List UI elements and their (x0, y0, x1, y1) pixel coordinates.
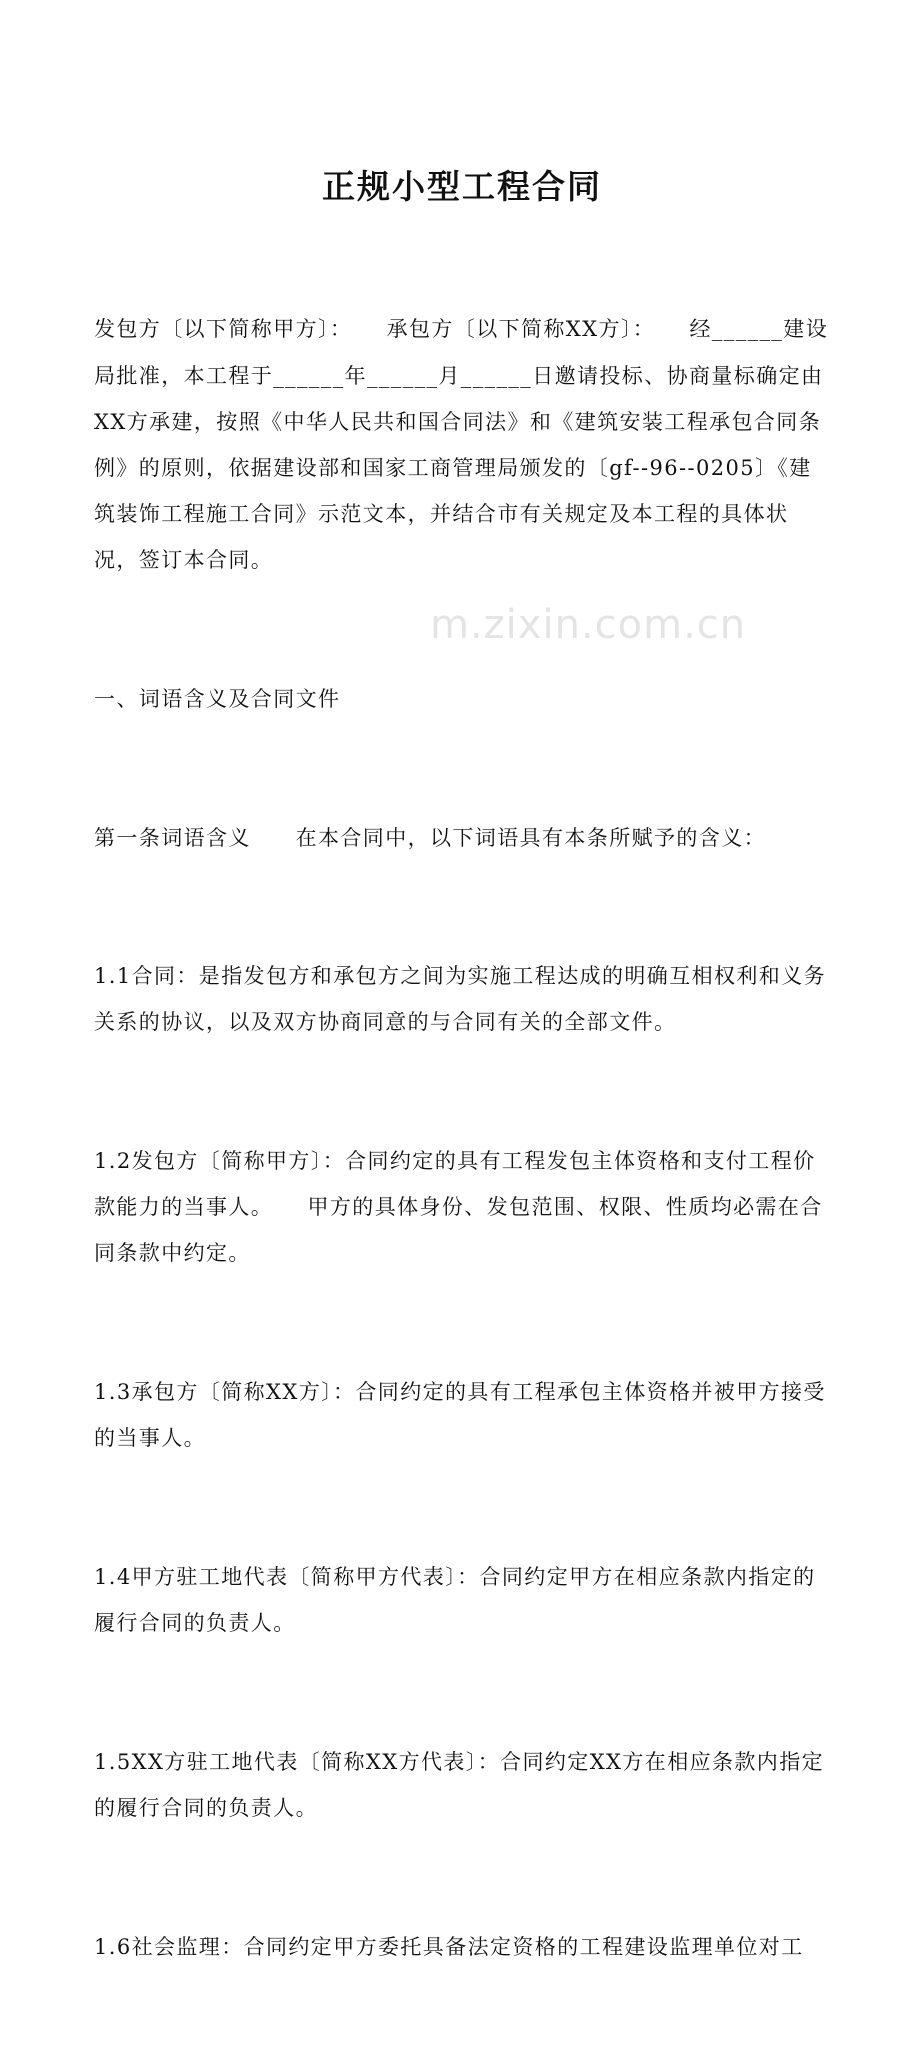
clause-1-1: 1.1合同：是指发包方和承包方之间为实施工程达成的明确互相权利和义务关系的协议，以及双方协商同意的与合同有关的全部文件。 (94, 964, 826, 1035)
document-body (94, 214, 830, 2062)
clause-1-2: 1.2发包方〔简称甲方〕：合同约定的具有工程发包主体资格和支付工程价款能力的当事人。 甲方的具体身份、发包范围、权限、性质均必需在合同条款中约定。 (94, 1149, 823, 1266)
document-title: 正规小型工程合同 (322, 167, 602, 206)
paragraph-preamble: 发包方〔以下简称甲方〕： 承包方〔以下简称XX方〕： 经______建设局批准，本工程于______年______月______日邀请投标、协商量标确定由XX方承建，按照《中华人民共和国合同法》和《建筑安装工程承包合同条例》的原则，依据建设部和国家工商管理局颁发的〔gf--96--0205〕《建筑装饰工程施工合同》示范文本，并结合市有关规定及本工程的具体状况，签订本合同。 (94, 317, 829, 573)
document-page (94, 160, 830, 2062)
section-heading-terms: 一、词语含义及合同文件 (94, 687, 341, 712)
clause-1-3: 1.3承包方〔简称XX方〕：合同约定的具有工程承包主体资格并被甲方接受的当事人。 (94, 1380, 826, 1451)
clause-1-4: 1.4甲方驻工地代表〔简称甲方代表〕：合同约定甲方在相应条款内指定的履行合同的负责人。 (94, 1564, 816, 1636)
article-1-heading: 第一条词语含义 在本合同中，以下词语具有本条所赋予的含义： (94, 825, 766, 850)
clause-1-5: 1.5XX方驻工地代表〔简称XX方代表〕：合同约定XX方在相应条款内指定的履行合同的负责人。 (94, 1749, 824, 1820)
watermark: m.zixin.com.cn (430, 602, 747, 648)
clause-1-6: 1.6社会监理：合同约定甲方委托具备法定资格的工程建设监理单位对工 (94, 1934, 804, 1959)
